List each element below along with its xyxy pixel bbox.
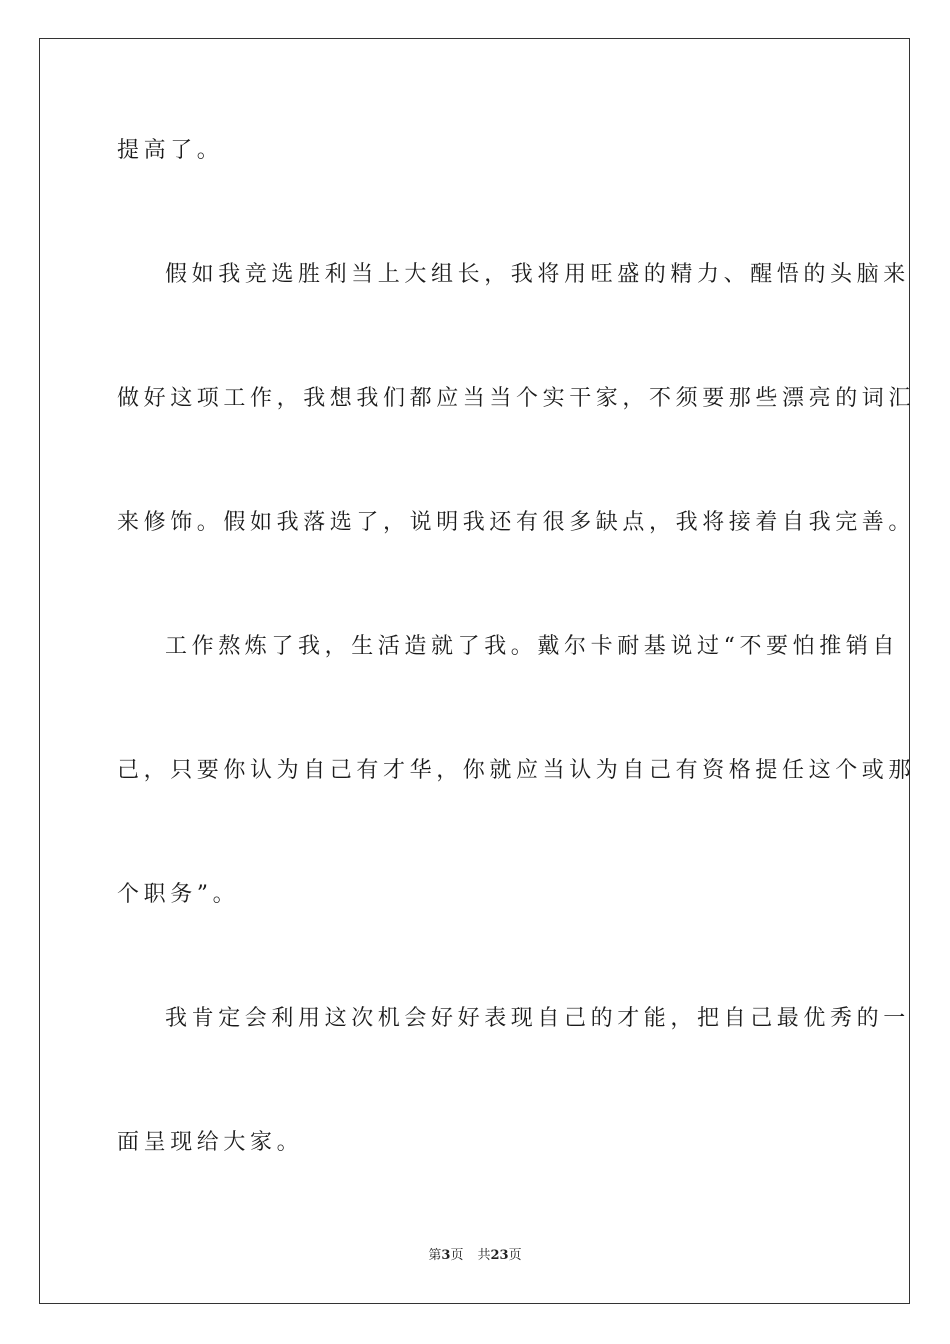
page-suffix: 页 (450, 1248, 464, 1263)
body-line-8: 我肯定会利用这次机会好好表现自己的才能，把自己最优秀的一 (165, 1006, 910, 1031)
page-frame (39, 38, 910, 1304)
body-line-6: 己，只要你认为自己有才华，你就应当认为自己有资格提任这个或那 (117, 758, 916, 783)
page-prefix: 第 (428, 1248, 442, 1263)
total-pages: 23 (490, 1248, 509, 1263)
body-line-4: 来修饰。假如我落选了，说明我还有很多缺点，我将接着自我完善。 (117, 510, 916, 535)
body-line-1: 提高了。 (117, 138, 224, 163)
total-suffix: 页 (508, 1248, 522, 1263)
page-number: 3 (441, 1248, 451, 1263)
body-line-2: 假如我竞选胜利当上大组长，我将用旺盛的精力、醒悟的头脑来 (165, 262, 910, 287)
body-line-7: 个职务”。 (117, 882, 240, 907)
body-line-9: 面呈现给大家。 (117, 1130, 304, 1155)
total-prefix: 共 (477, 1248, 491, 1263)
page-footer (0, 1247, 950, 1265)
body-line-3: 做好这项工作，我想我们都应当当个实干家，不须要那些漂亮的词汇 (117, 386, 916, 411)
body-line-5: 工作熬炼了我，生活造就了我。戴尔卡耐基说过“不要怕推销自 (165, 634, 900, 659)
